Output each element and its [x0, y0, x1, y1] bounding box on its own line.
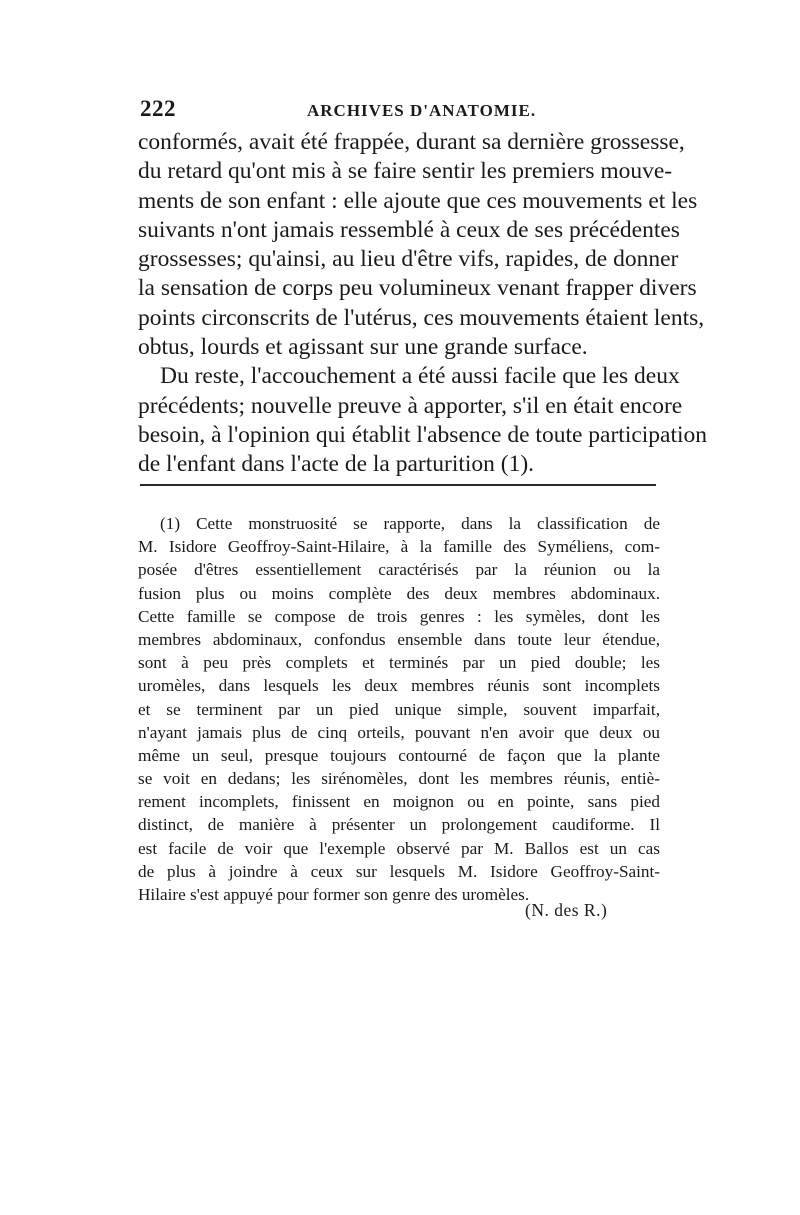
text-line: précédents; nouvelle preuve à apporter, s'il en était encore [138, 392, 683, 419]
footnote-line: uromèles, dans lesquels les deux membres réunis sont incomplets [138, 676, 660, 696]
text-line: suivants n'ont jamais ressemblé à ceux de ses précédentes [138, 216, 680, 243]
footnote-line: est facile de voir que l'exemple observé par M. Ballos est un cas [138, 838, 660, 858]
footnote-line: distinct, de manière à présenter un prolongement caudiforme. Il [138, 815, 660, 835]
footnote-line: sont à peu près complets et terminés par un pied double; les [138, 653, 660, 673]
footnote-line: fusion plus ou moins complète des deux membres abdominaux. [138, 583, 660, 603]
text-line: points circonscrits de l'utérus, ces mouvements étaient lents, [138, 304, 705, 331]
footnote-line: M. Isidore Geoffroy-Saint-Hilaire, à la famille des Syméliens, com- [138, 537, 660, 557]
footnote-line: se voit en dedans; les sirénomèles, dont les membres réunis, entiè- [138, 769, 660, 789]
text-line: du retard qu'ont mis à se faire sentir les premiers mouve- [138, 158, 673, 185]
footnote-line: (1) Cette monstruosité se rapporte, dans la classification de [160, 514, 660, 533]
page-header [140, 96, 660, 128]
footnote-line: posée d'êtres essentiellement caractérisés par la réunion ou la [138, 560, 660, 580]
text-line: obtus, lourds et agissant sur une grande surface. [138, 334, 588, 361]
footnote-line: Cette famille se compose de trois genres : les symèles, dont les [138, 606, 660, 626]
footnote-line: de plus à joindre à ceux sur lesquels M. Isidore Geoffroy-Saint- [138, 861, 660, 881]
text-line: ments de son enfant : elle ajoute que ces mouvements et les [138, 187, 698, 214]
footnote-line: rement incomplets, finissent en moignon ou en pointe, sans pied [138, 792, 660, 812]
running-title: ARCHIVES D'ANATOMIE. [307, 101, 537, 120]
footnote-line: n'ayant jamais plus de cinq orteils, pouvant n'en avoir que deux ou [138, 722, 660, 742]
footnote [138, 512, 660, 906]
footnote-line: même un seul, presque toujours contourné de façon que la plante [138, 745, 660, 765]
text-line: de l'enfant dans l'acte de la parturition (1). [138, 451, 535, 478]
text-line: conformés, avait été frappée, durant sa dernière grossesse, [138, 129, 685, 155]
footnote-line: Hilaire s'est appuyé pour former son genre des uromèles. [138, 885, 530, 904]
page-number: 222 [140, 96, 176, 121]
text-line: la sensation de corps peu volumineux venant frapper divers [138, 275, 697, 302]
footnote-line: membres abdominaux, confondus ensemble dans toute leur étendue, [138, 629, 660, 649]
footnote-signature: (N. des R.) [525, 900, 608, 920]
text-line: grossesses; qu'ainsi, au lieu d'être vifs, rapides, de donner [138, 246, 679, 273]
text-line: besoin, à l'opinion qui établit l'absence de toute participation [138, 421, 708, 448]
footnote-line: et se terminent par un pied unique simple, souvent imparfait, [138, 699, 660, 719]
main-text [138, 128, 708, 480]
footnote-separator [140, 484, 656, 486]
text-line: Du reste, l'accouchement a été aussi facile que les deux [160, 363, 680, 390]
